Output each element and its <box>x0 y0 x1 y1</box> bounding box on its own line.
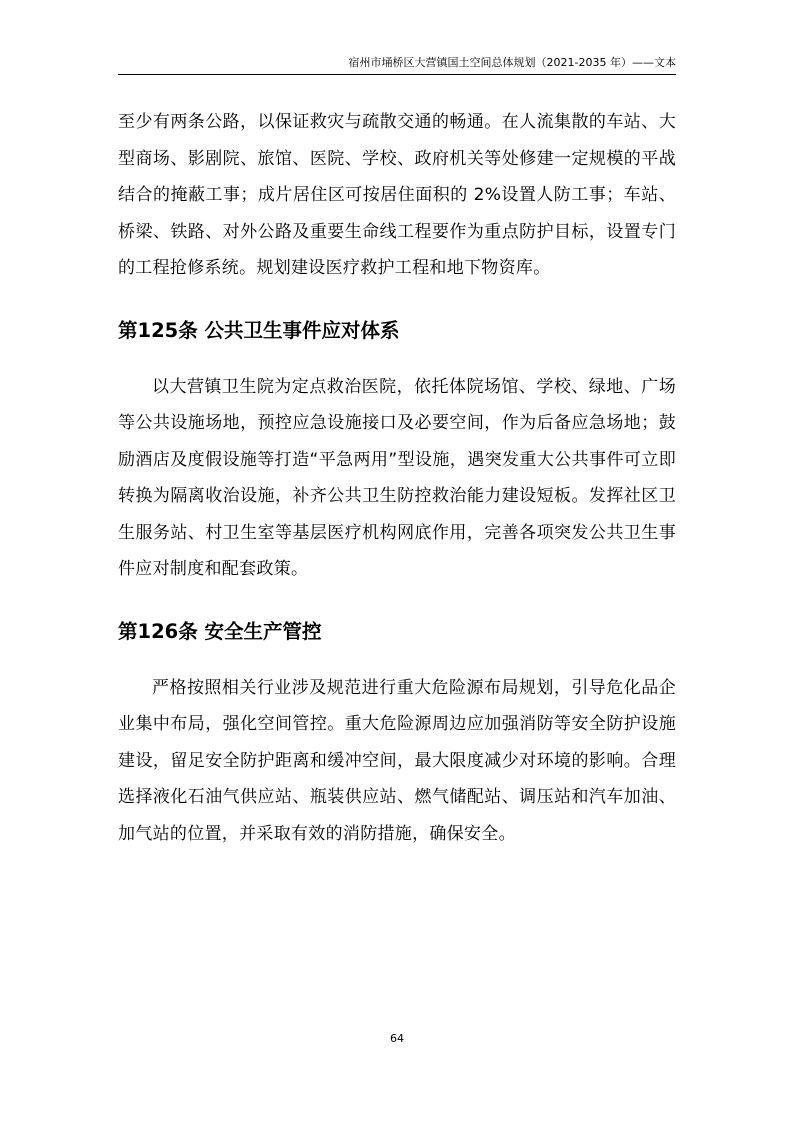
section-body-125: 以大营镇卫生院为定点救治医院，依托体院场馆、学校、绿地、广场等公共设施场地，预控应急设施接口及必要空间，作为后备应急场地；鼓励酒店及度假设施等打造“平急两用”型设施，遇突发重大公共事件可立即转换为隔离收治设施，补齐公共卫生防控救治能力建设短板。发挥社区卫生服务站、村卫生室等基层医疗机构网底作用，完善各项突发公共卫生事件应对制度和配套政策。 <box>118 376 676 579</box>
page-body <box>118 104 676 852</box>
running-header <box>118 56 676 75</box>
section-heading-126: 第126条 安全生产管控 <box>118 619 322 643</box>
intro-paragraph: 至少有两条公路，以保证救灾与疏散交通的畅通。在人流集散的车站、大型商场、影剧院、旅馆、医院、学校、政府机关等处修建一定规模的平战结合的掩蔽工事；成片居住区可按居住面积的 2%设置人防工事；车站、桥梁、铁路、对外公路及重要生命线工程要作为重点防护目标，设置专门的工程抢修系统。规划建设医疗救护工程和地下物资库。 <box>118 112 676 278</box>
section-body-126: 严格按照相关行业涉及规范进行重大危险源布局规划，引导危化品企业集中布局，强化空间管控。重大危险源周边应加强消防等安全防护设施建设，留足安全防护距离和缓冲空间，最大限度减少对环境的影响。合理选择液化石油气供应站、瓶装供应站、燃气储配站、调压站和汽车加油、加气站的位置，并采取有效的消防措施，确保安全。 <box>118 677 676 844</box>
header-title: 宿州市埇桥区大营镇国土空间总体规划（2021-2035 年）——文本 <box>348 56 676 69</box>
page-number: 64 <box>390 1032 404 1045</box>
section-heading-125: 第125条 公共卫生事件应对体系 <box>118 318 400 342</box>
